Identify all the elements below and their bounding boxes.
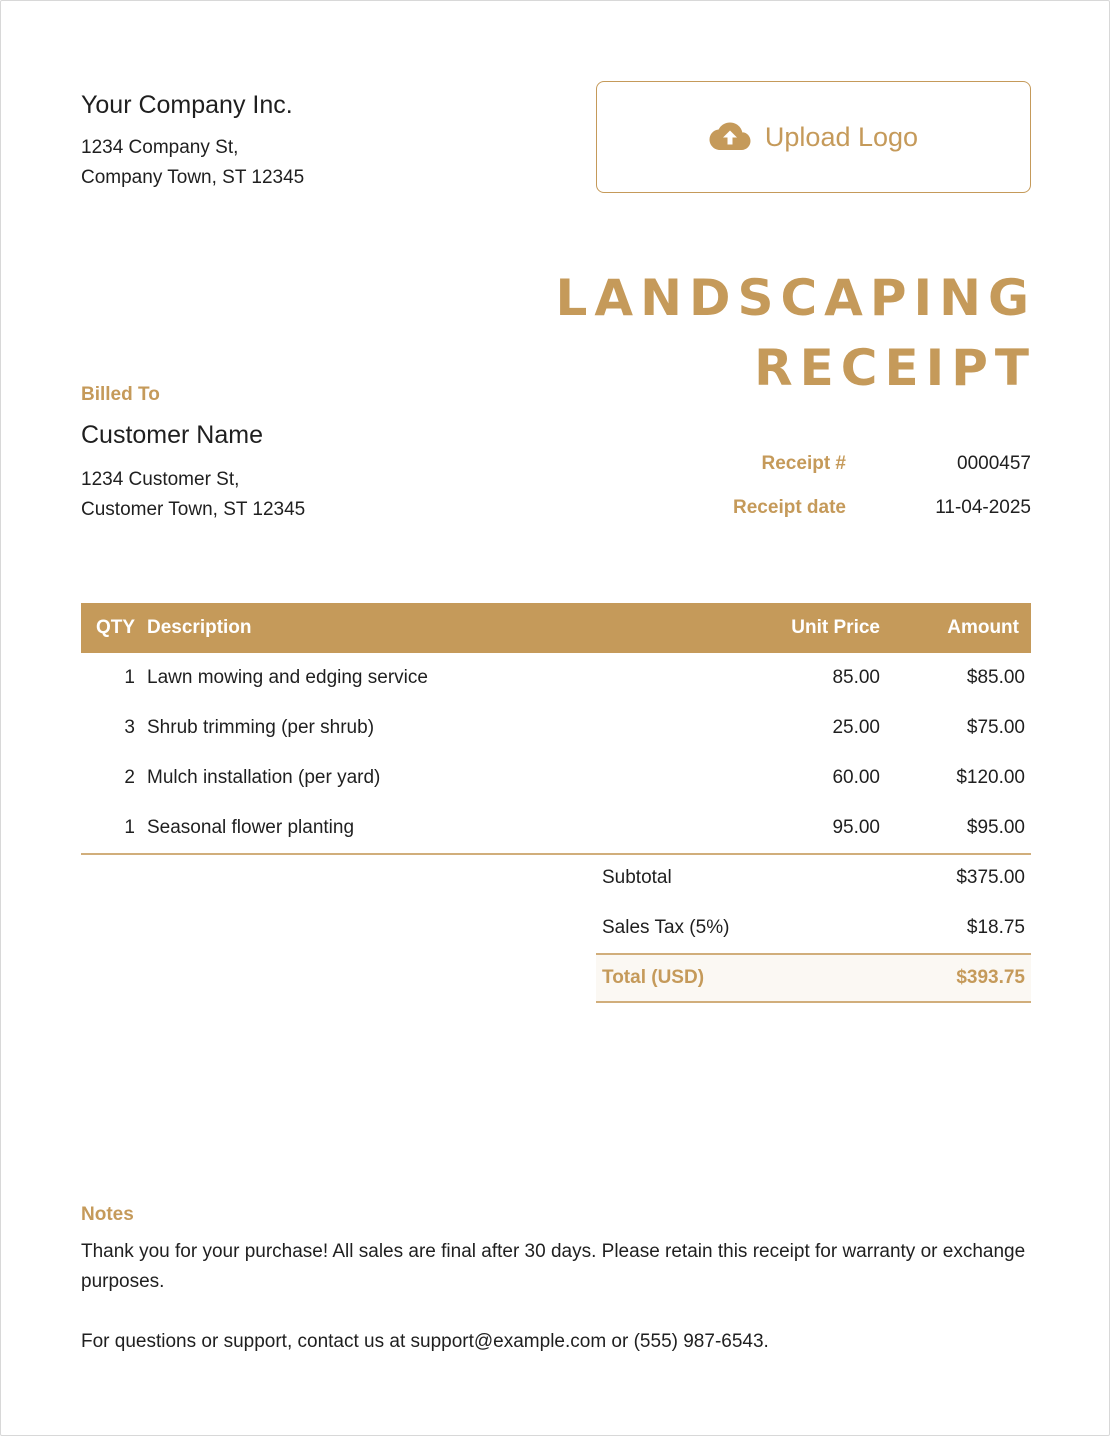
sales-tax-label: Sales Tax (5%) [602, 917, 730, 938]
receipt-date-row [596, 497, 1031, 527]
row-amount: $120.00 [956, 767, 1025, 788]
table-header [81, 603, 1031, 653]
row-qty: 3 [124, 717, 135, 738]
row-description: Lawn mowing and edging service [147, 667, 428, 688]
row-qty: 1 [124, 667, 135, 688]
receipt-date-value: 11-04-2025 [935, 497, 1031, 518]
upload-logo-button[interactable] [596, 81, 1031, 193]
subtotal-value: $375.00 [956, 867, 1025, 888]
row-amount: $85.00 [966, 667, 1025, 688]
receipt-number-label: Receipt # [761, 453, 846, 474]
row-unit-price: 25.00 [832, 717, 880, 738]
customer-address-line1: 1234 Customer St, [81, 469, 240, 490]
total-divider-bottom [596, 1001, 1031, 1003]
billed-to-label: Billed To [81, 384, 160, 405]
receipt-number-row [596, 453, 1031, 483]
table-row [81, 653, 1031, 703]
total-row [596, 955, 1031, 1001]
notes-label: Notes [81, 1204, 134, 1225]
row-qty: 1 [124, 817, 135, 838]
row-amount: $75.00 [966, 717, 1025, 738]
document-title-line2: RECEIPT [754, 339, 1036, 397]
customer-address [81, 465, 305, 525]
subtotal-label: Subtotal [602, 867, 672, 888]
line-items-table [81, 603, 1031, 855]
total-value: $393.75 [956, 967, 1025, 988]
receipt-number-value: 0000457 [957, 453, 1031, 474]
company-address-line2: Company Town, ST 12345 [81, 167, 305, 188]
cloud-upload-icon [709, 122, 751, 152]
table-row [81, 703, 1031, 753]
row-qty: 2 [124, 767, 135, 788]
notes-text: Thank you for your purchase! All sales are final after 30 days. Please retain this receipt for warranty or exchange purposes. [81, 1241, 1026, 1292]
header-description: Description [147, 617, 252, 638]
row-description: Mulch installation (per yard) [147, 767, 381, 788]
document-title [555, 263, 1036, 403]
row-description: Shrub trimming (per shrub) [147, 717, 375, 738]
total-label: Total (USD) [602, 967, 705, 988]
row-amount: $95.00 [966, 817, 1025, 838]
table-row [81, 803, 1031, 853]
row-unit-price: 95.00 [832, 817, 880, 838]
row-unit-price: 60.00 [832, 767, 880, 788]
document-title-line1: LANDSCAPING [555, 269, 1036, 327]
support-contact: For questions or support, contact us at support@example.com or (555) 987-6543. [81, 1331, 769, 1352]
sales-tax-row [596, 903, 1031, 953]
header-amount: Amount [947, 617, 1019, 638]
upload-logo-label: Upload Logo [764, 121, 919, 152]
customer-address-line2: Customer Town, ST 12345 [81, 499, 306, 520]
customer-name: Customer Name [81, 421, 263, 449]
receipt-date-label: Receipt date [733, 497, 846, 518]
row-unit-price: 85.00 [832, 667, 880, 688]
subtotal-row [596, 853, 1031, 903]
totals-block [596, 853, 1031, 1003]
company-address [81, 133, 304, 193]
table-row [81, 753, 1031, 803]
company-address-line1: 1234 Company St, [81, 137, 239, 158]
header-unit-price: Unit Price [791, 617, 880, 638]
sales-tax-value: $18.75 [966, 917, 1025, 938]
header-qty: QTY [95, 617, 135, 638]
company-name: Your Company Inc. [81, 91, 293, 119]
row-description: Seasonal flower planting [147, 817, 355, 838]
